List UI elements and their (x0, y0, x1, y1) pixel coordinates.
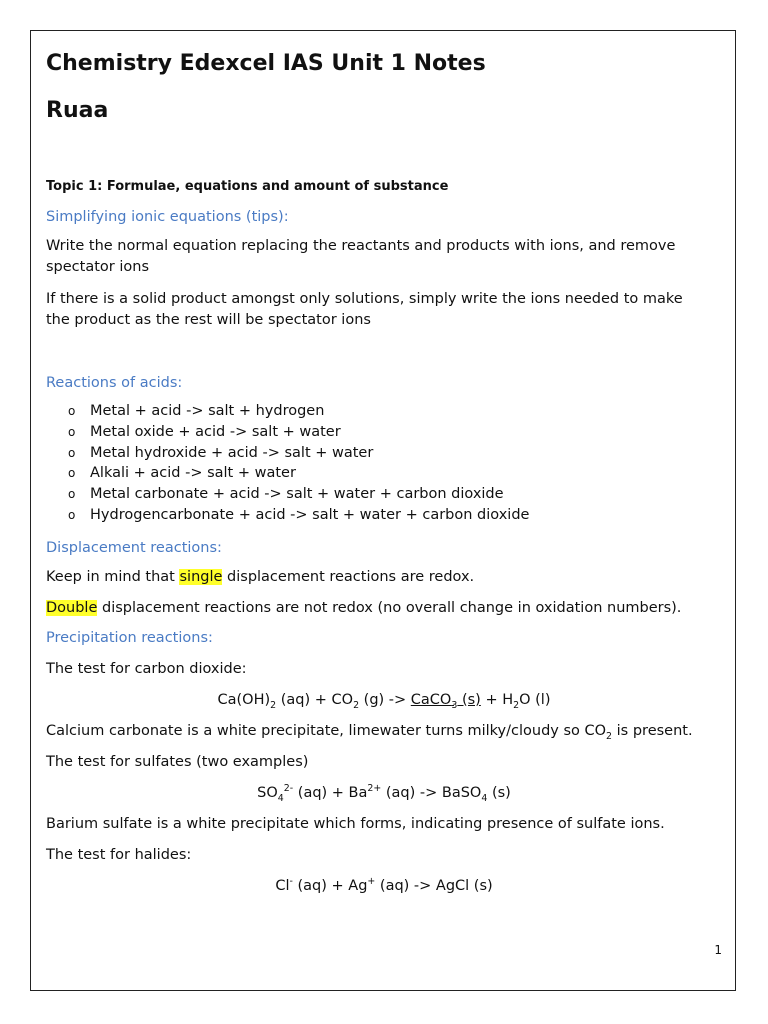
list-item: o Metal oxide + acid -> salt + water (46, 422, 529, 443)
section-heading-ionic: Simplifying ionic equations (tips): (46, 209, 289, 225)
co2-equation: $Ca(OH)_2$ $(aq) + CO_2$ (g) -> CaCO$_3$ $(s) + H_2O$ (l) (217, 692, 551, 711)
list-item: o Metal + acid -> salt + hydrogen (46, 401, 529, 422)
list-item: o Metal carbonate + acid -> salt + water + carbon dioxide (46, 484, 529, 505)
highlighted-word: single (179, 569, 223, 585)
paragraph-single-displacement: Keep in mind that single displacement reactions are redox. (46, 569, 475, 585)
section-heading-displacement: Displacement reactions: (46, 540, 222, 556)
circle-bullet-icon: o (68, 466, 76, 481)
page-number: 1 (714, 943, 722, 957)
highlighted-word: Double (46, 600, 98, 616)
sulfate-test-intro: The test for sulfates (two examples) (46, 754, 309, 770)
halide-equation: Cl- (aq) + Ag+ (aq) -> AgCl (s) (275, 876, 493, 894)
underlined-product: CaCO$_3$ (s) (410, 692, 481, 711)
author-name: Ruaa (46, 98, 109, 123)
paragraph-double-displacement: Double displacement reactions are not redox (no overall change in oxidation numbers). (46, 600, 682, 616)
circle-bullet-icon: o (68, 404, 76, 418)
circle-bullet-icon: o (68, 507, 76, 522)
list-item: o Alkali + acid -> salt + water (46, 463, 529, 484)
list-item: o Metal hydroxide + acid -> salt + water (46, 443, 529, 464)
circle-bullet-icon: o (68, 487, 76, 502)
acid-reactions-list (46, 401, 529, 526)
document-page (30, 30, 736, 991)
sulfate-equation: $SO_4^{2-}$ $(aq) + Ba^{2+}$ (aq) -> BaSO$_4$ (s) (257, 783, 511, 804)
section-heading-acids: Reactions of acids: (46, 375, 183, 391)
paragraph-ionic-1: Write the normal equation replacing the reactants and products with ions, and remove spectator ions (46, 238, 676, 275)
document-title: Chemistry Edexcel IAS Unit 1 Notes (46, 51, 486, 76)
paragraph-ionic-2: If there is a solid product amongst only solutions, simply write the ions needed to make the product as the rest will be spectator ions (46, 291, 683, 328)
circle-bullet-icon: o (68, 445, 76, 460)
halide-test-intro: The test for halides: (46, 847, 192, 863)
co2-test-note: Calcium carbonate is a white precipitate, limewater turns milky/cloudy so $CO_2$ is present. (46, 723, 693, 742)
circle-bullet-icon: o (68, 424, 76, 439)
list-item: o Hydrogencarbonate + acid -> salt + water + carbon dioxide (46, 505, 529, 526)
sulfate-test-note: Barium sulfate is a white precipitate which forms, indicating presence of sulfate ions. (46, 816, 665, 832)
section-heading-precipitation: Precipitation reactions: (46, 630, 213, 646)
co2-test-intro: The test for carbon dioxide: (46, 661, 247, 677)
topic-heading: Topic 1: Formulae, equations and amount of substance (46, 179, 449, 194)
